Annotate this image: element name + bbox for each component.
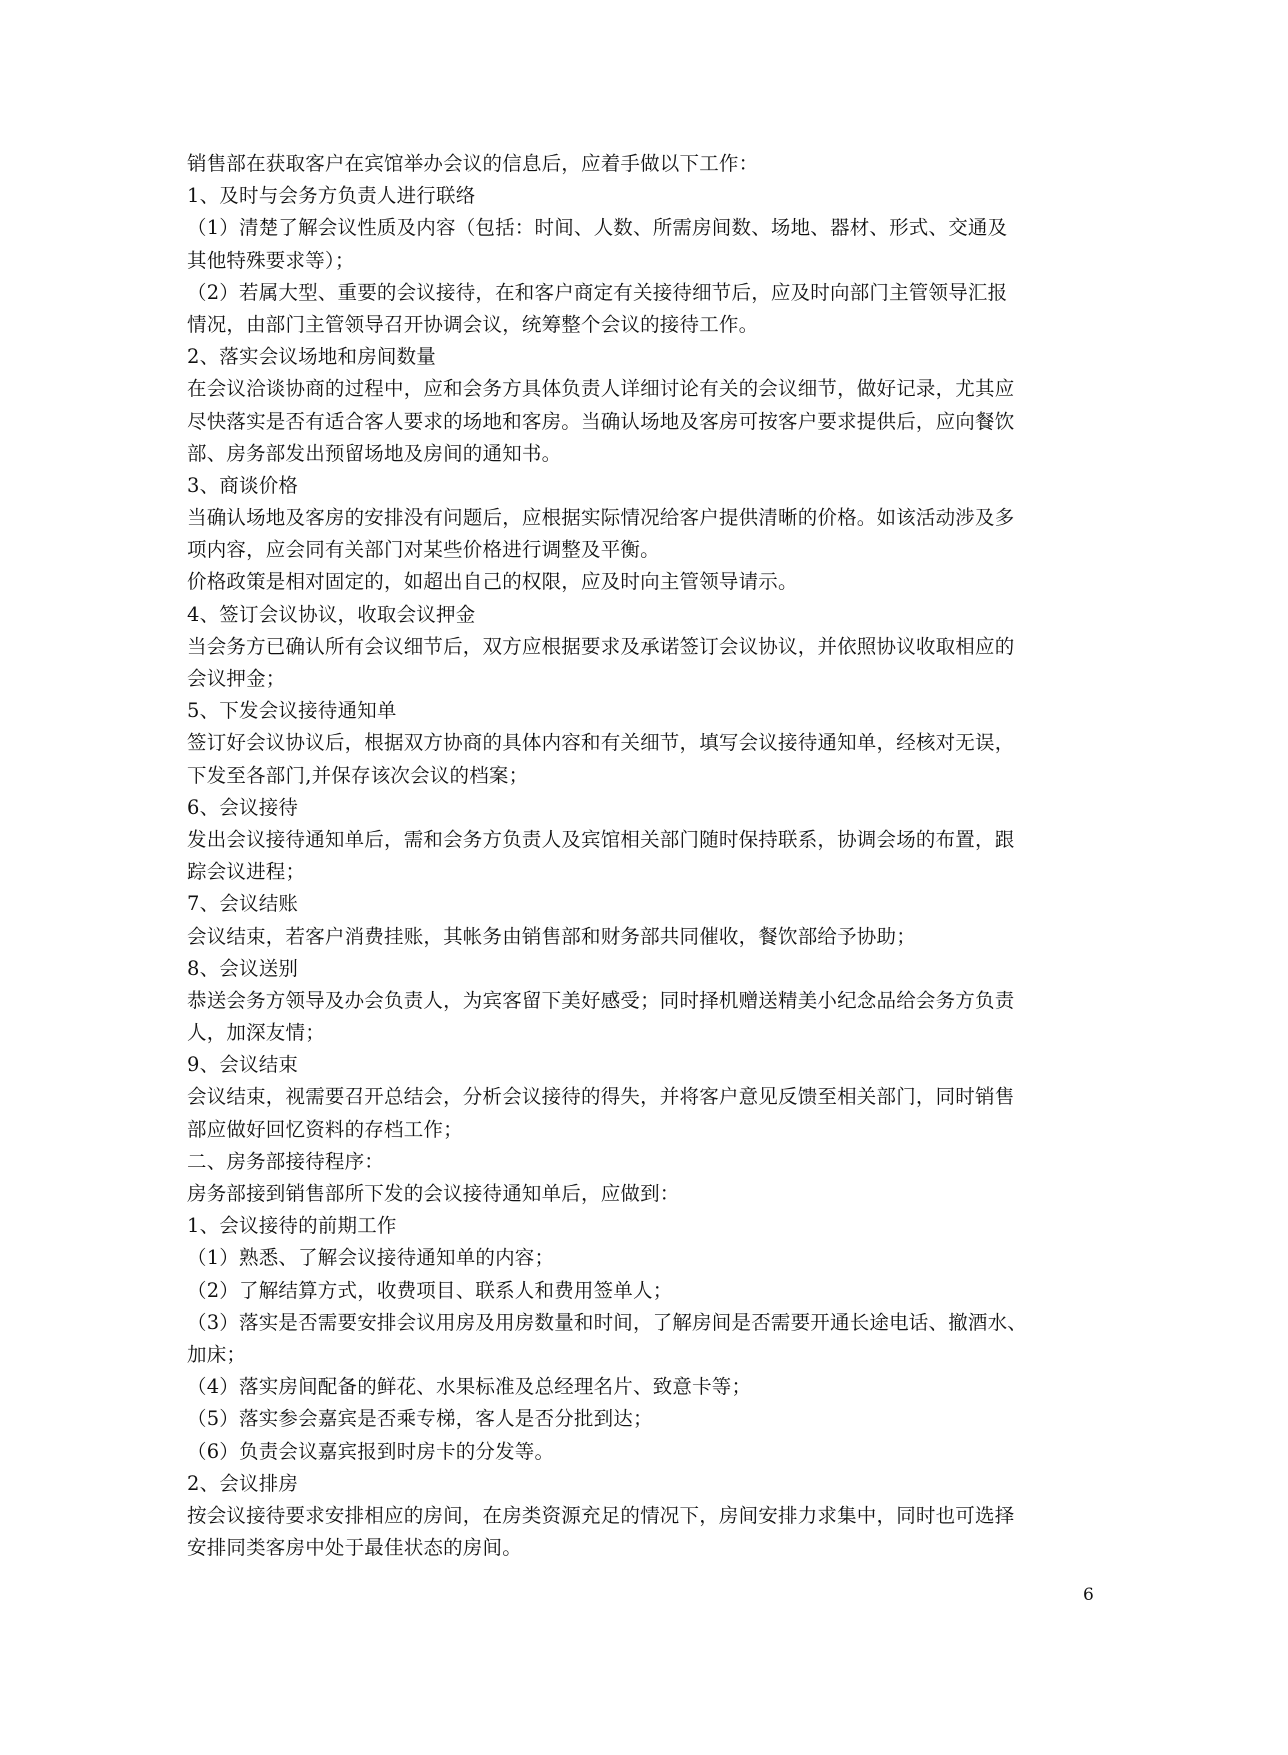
body-line: 恭送会务方领导及办会负责人，为宾客留下美好感受；同时择机赠送精美小纪念品给会务方负责 — [187, 988, 1015, 1012]
body-line: （5）落实参会嘉宾是否乘专梯，客人是否分批到达； — [187, 1407, 653, 1431]
page-number: 6 — [1083, 1585, 1094, 1605]
body-line: 安排同类客房中处于最佳状态的房间。 — [187, 1536, 522, 1560]
body-line: 价格政策是相对固定的，如超出自己的权限，应及时向主管领导请示。 — [187, 570, 798, 594]
body-line: （6）负责会议嘉宾报到时房卡的分发等。 — [187, 1439, 555, 1463]
body-line: 人，加深友情； — [187, 1021, 325, 1045]
section-heading: 2、落实会议场地和房间数量 — [187, 345, 437, 369]
body-line: 会议结束，若客户消费挂账，其帐务由销售部和财务部共同催收，餐饮部给予协助； — [187, 924, 916, 948]
section-heading: 8、会议送别 — [187, 956, 299, 980]
body-line: （4）落实房间配备的鲜花、水果标准及总经理名片、致意卡等； — [187, 1375, 752, 1399]
section-heading: 3、商谈价格 — [187, 473, 299, 497]
document-body — [187, 148, 1105, 1564]
section-heading: 4、签订会议协议，收取会议押金 — [187, 602, 476, 626]
body-line: 踪会议进程； — [187, 860, 306, 884]
section-heading: 1、及时与会务方负责人进行联络 — [187, 184, 476, 208]
body-line: （1）熟悉、了解会议接待通知单的内容； — [187, 1246, 555, 1270]
body-line: （2）若属大型、重要的会议接待，在和客户商定有关接待细节后，应及时向部门主管领导汇报 — [187, 280, 1008, 304]
body-line: （1）清楚了解会议性质及内容（包括：时间、人数、所需房间数、场地、器材、形式、交通及 — [187, 216, 1008, 240]
body-line: 会议结束，视需要召开总结会，分析会议接待的得失，并将客户意见反馈至相关部门，同时销售 — [187, 1085, 1015, 1109]
section-heading: 2、会议排房 — [187, 1471, 299, 1495]
body-line: 其他特殊要求等）； — [187, 248, 355, 272]
body-line: （3）落实是否需要安排会议用房及用房数量和时间，了解房间是否需要开通长途电话、撤酒水、 — [187, 1310, 1028, 1334]
body-line: 加床； — [187, 1342, 247, 1366]
body-line: 签订好会议协议后，根据双方协商的具体内容和有关细节，填写会议接待通知单，经核对无误， — [187, 731, 1015, 755]
body-line: 在会议洽谈协商的过程中，应和会务方具体负责人详细讨论有关的会议细节，做好记录，尤其应 — [187, 377, 1015, 401]
body-line: 当会务方已确认所有会议细节后，双方应根据要求及承诺签订会议协议，并依照协议收取相应的 — [187, 634, 1015, 658]
section-heading: 7、会议结账 — [187, 892, 299, 916]
section-heading: 1、会议接待的前期工作 — [187, 1214, 397, 1238]
body-line: 情况，由部门主管领导召开协调会议，统筹整个会议的接待工作。 — [187, 312, 759, 336]
section-heading: 6、会议接待 — [187, 795, 299, 819]
body-line: 尽快落实是否有适合客人要求的场地和客房。当确认场地及客房可按客户要求提供后，应向餐饮 — [187, 409, 1015, 433]
body-line: 当确认场地及客房的安排没有问题后，应根据实际情况给客户提供清晰的价格。如该活动涉及多 — [187, 506, 1015, 530]
body-line: 按会议接待要求安排相应的房间，在房类资源充足的情况下，房间安排力求集中，同时也可选择 — [187, 1503, 1015, 1527]
body-line: 发出会议接待通知单后，需和会务方负责人及宾馆相关部门随时保持联系，协调会场的布置，跟 — [187, 827, 1015, 851]
body-line: 销售部在获取客户在宾馆举办会议的信息后，应着手做以下工作： — [187, 152, 759, 175]
body-line: （2）了解结算方式，收费项目、联系人和费用签单人； — [187, 1278, 673, 1302]
body-line: 会议押金； — [187, 667, 286, 690]
chapter-heading: 二、房务部接待程序： — [187, 1149, 385, 1173]
body-line: 下发至各部门,并保存该次会议的档案； — [187, 763, 529, 787]
section-heading: 5、下发会议接待通知单 — [187, 699, 397, 723]
body-line: 项内容，应会同有关部门对某些价格进行调整及平衡。 — [187, 538, 660, 562]
body-line: 房务部接到销售部所下发的会议接待通知单后，应做到： — [187, 1182, 680, 1205]
section-heading: 9、会议结束 — [187, 1053, 299, 1077]
body-line: 部应做好回忆资料的存档工作； — [187, 1117, 463, 1141]
body-line: 部、房务部发出预留场地及房间的通知书。 — [187, 441, 562, 465]
